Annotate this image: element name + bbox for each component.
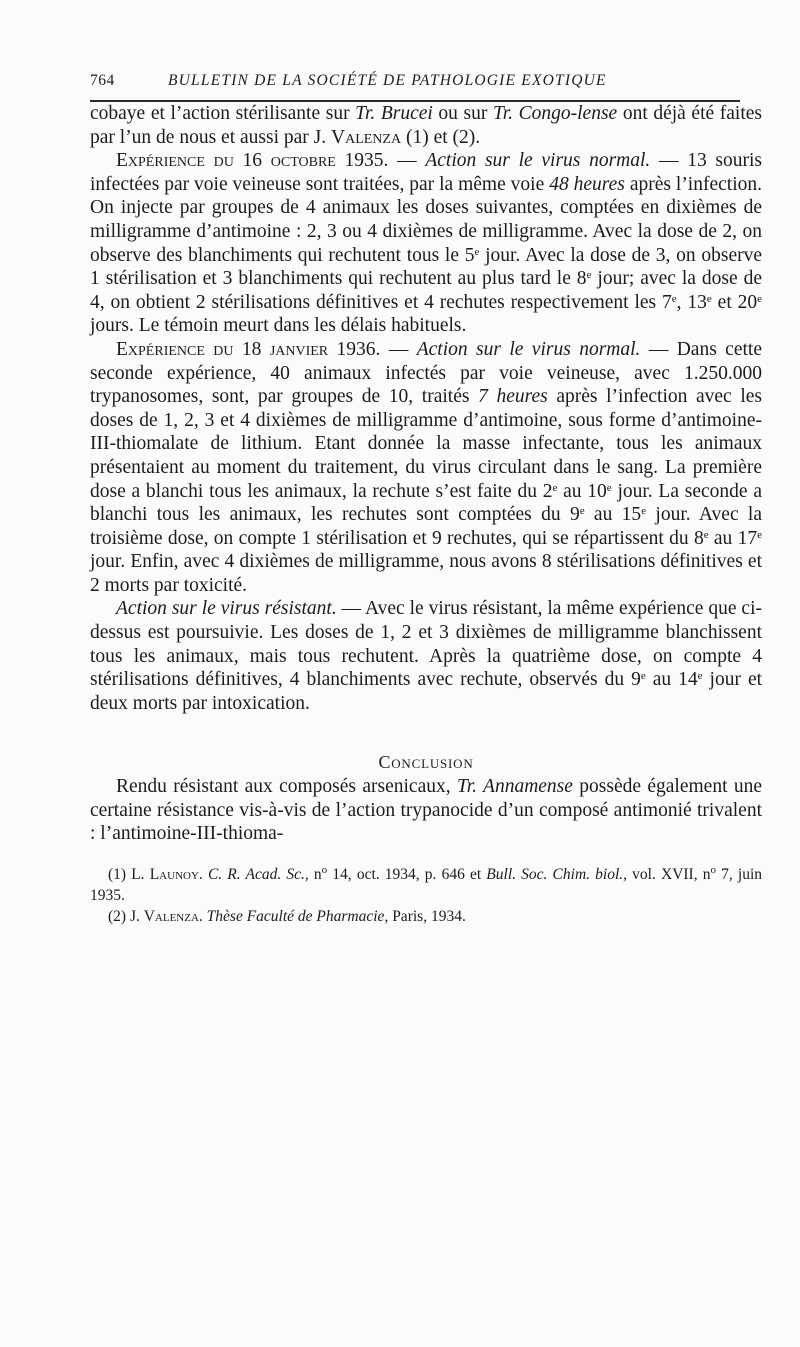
experiment-2-paragraph: Expérience du 18 janvier 1936. — Action sur le virus normal. — Dans cette seconde expérience, 40 animaux infectés par voie veineuse, avec 1.250.000 trypanosomes, sont, par groupes de 10, traités 7 heures après l’infection avec les doses de 1, 2, 3 et 4 dixièmes de milligramme d’antimoine, sous forme d’antimoine-III-thiomalate de lithium. Etant donnée la masse infectante, tous les animaux présentaient au moment du traitement, du virus circulant dans le sang. La première dose a blanchi tous les animaux, la rechute s’est faite du 2e au 10e jour. La seconde a blanchi tous les animaux, les rechutes sont comptées du 9e au 15e jour. Avec la troisième dose, on compte 1 stérilisation et 9 rechutes, qui se répartissent du 8e au 17e jour. Enfin, avec 4 dixièmes de milligramme, nous avons 8 stérilisations définitives et 2 morts par toxicité. — [90, 338, 763, 596]
footnotes — [90, 864, 762, 927]
running-title: BULLETIN DE LA SOCIÉTÉ DE PATHOLOGIE EXOTIQUE — [168, 72, 607, 89]
experiment-2-heading: Expérience du 18 janvier 1936. — [116, 338, 381, 360]
body-text — [90, 102, 762, 846]
conclusion-paragraph: Rendu résistant aux composés arsenicaux, Tr. Annamense possède également une certaine résistance vis-à-vis de l’action trypanocide d’un composé antimonié trivalent : l’antimoine-III-thioma- — [90, 776, 763, 845]
resistant-virus-paragraph: Action sur le virus résistant. — Avec le virus résistant, la même expérience que ci-dessus est poursuivie. Les doses de 1, 2 et 3 dixièmes de milligramme blanchissent tous les animaux, mais tous rechutent. Après la quatrième dose, on compte 4 stérilisations définitives, 4 blanchiments avec rechute, observés du 9e au 14e jour et deux morts par intoxication. — [90, 598, 763, 714]
footnote-1: (1) L. Launoy. C. R. Acad. Sc., $n^o$ 14, oct. 1934, p. 646 et Bull. Soc. Chim. biol., vol. XVII, $n^o$ 7, juin 1935. — [90, 863, 763, 904]
page-header — [90, 72, 762, 92]
experiment-1-paragraph: Expérience du 16 octobre 1935. — Action sur le virus normal. — 13 souris infectées par voie veineuse sont traitées, par la même voie 48 heures après l’infection. On injecte par groupes de 4 animaux les doses suivantes, comptées en dixièmes de milligramme d’antimoine : 2, 3 ou 4 dixièmes de milligramme. Avec la dose de 2, on observe des blanchiments qui rechutent tous le 5e jour. Avec la dose de 3, on observe 1 stérilisation et 3 blanchiments qui rechutent au plus tard le 8e jour; avec la dose de 4, on obtient 2 stérilisations définitives et 4 rechutes respectivement les 7e, 13e et 20e jours. Le témoin meurt dans les délais habituels. — [90, 150, 763, 337]
footnote-2: (2) J. Valenza. Thèse Faculté de Pharmacie, Paris, 1934. — [108, 907, 466, 925]
conclusion-heading: Conclusion — [378, 752, 474, 773]
intro-paragraph: cobaye et l’action stérilisante sur Tr. Brucei ou sur Tr. Congo-lense ont déjà été faites par l’un de nous et aussi par J. Valenza (1) et (2). — [90, 103, 762, 148]
page-number: 764 — [90, 72, 115, 89]
experiment-1-heading: Expérience du 16 octobre 1935. — [116, 150, 389, 172]
